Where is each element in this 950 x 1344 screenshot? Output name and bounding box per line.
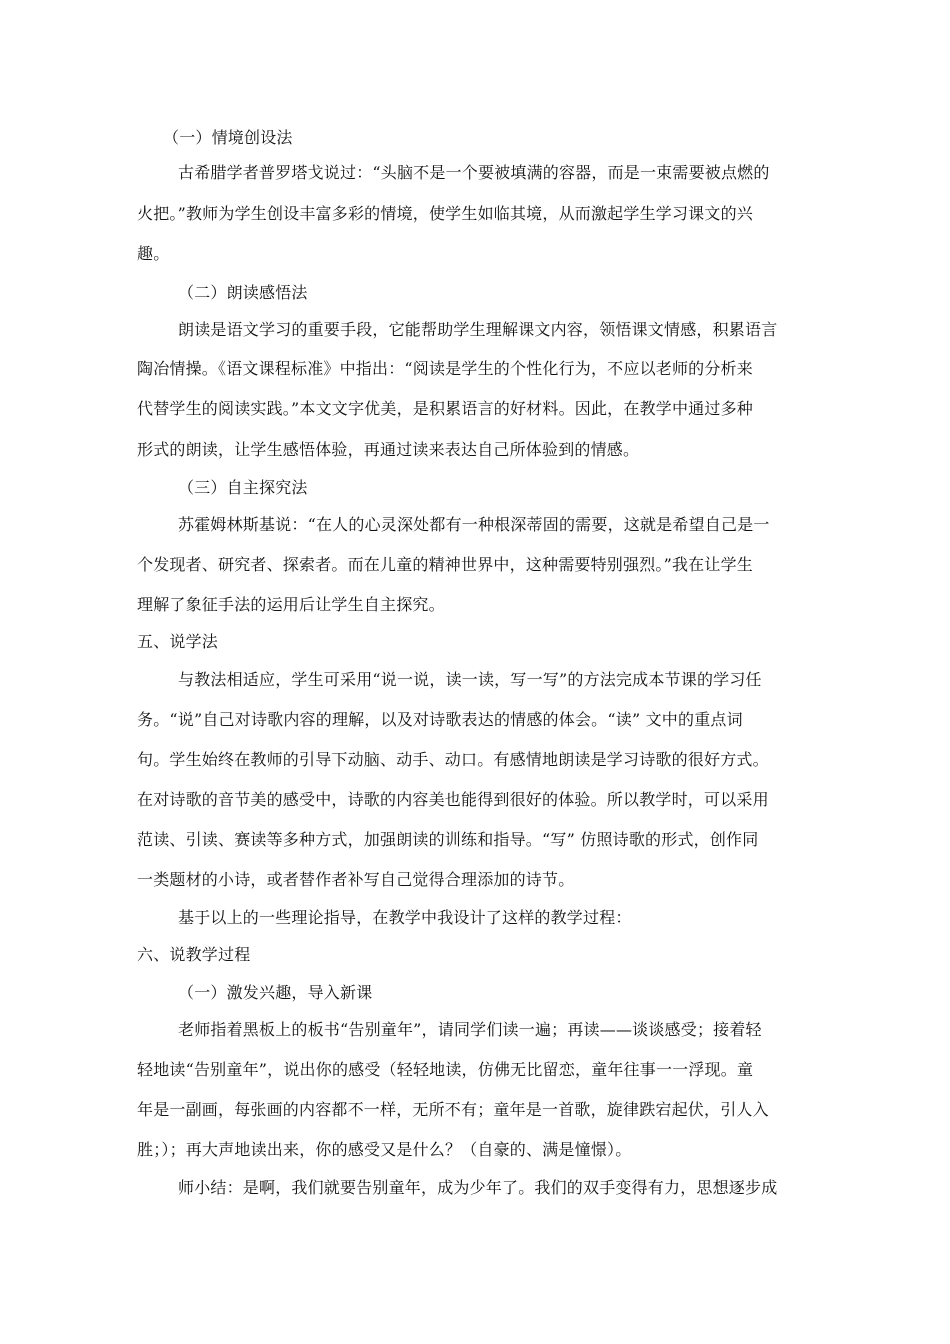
section-heading-5: 六、说教学过程 bbox=[137, 945, 251, 964]
section-heading-6: （一）激发兴趣，导入新课 bbox=[178, 983, 373, 1002]
paragraph-line: 火把。”教师为学生创设丰富多彩的情境，使学生如临其境，从而激起学生学习课文的兴 bbox=[137, 204, 753, 223]
paragraph-line: 个发现者、研究者、探索者。而在儿童的精神世界中，这种需要特别强烈。”我在让学生 bbox=[137, 555, 753, 574]
section-heading-1: （一）情境创设法 bbox=[163, 128, 293, 147]
paragraph-line: 苏霍姆林斯基说：“在人的心灵深处都有一种根深蒂固的需要，这就是希望自己是一 bbox=[178, 515, 770, 534]
paragraph-line: 与教法相适应，学生可采用“说一说，读一读，写一写”的方法完成本节课的学习任 bbox=[178, 670, 762, 689]
paragraph-line: 务。“说”自己对诗歌内容的理解，以及对诗歌表达的情感的体会。“读” 文中的重点词 bbox=[137, 710, 743, 729]
paragraph-line: 轻地读“告别童年”，说出你的感受（轻轻地读，仿佛无比留恋，童年往事一一浮现。童 bbox=[137, 1060, 754, 1079]
paragraph-line: 陶冶情操。《语文课程标准》中指出：“阅读是学生的个性化行为，不应以老师的分析来 bbox=[137, 359, 753, 378]
paragraph-line: 形式的朗读，让学生感悟体验，再通过读来表达自己所体验到的情感。 bbox=[137, 440, 640, 459]
paragraph-line: 胜；）；再大声地读出来，你的感受又是什么？（自豪的、满是憧憬）。 bbox=[137, 1140, 632, 1159]
paragraph-line: 基于以上的一些理论指导，在教学中我设计了这样的教学过程： bbox=[178, 908, 632, 927]
paragraph-line: 一类题材的小诗，或者替作者补写自己觉得合理添加的诗节。 bbox=[137, 870, 575, 889]
section-heading-4: 五、说学法 bbox=[137, 632, 219, 651]
paragraph-line: 在对诗歌的音节美的感受中，诗歌的内容美也能得到很好的体验。所以教学时，可以采用 bbox=[137, 790, 769, 809]
paragraph-line: 师小结：是啊，我们就要告别童年，成为少年了。我们的双手变得有力，思想逐步成 bbox=[178, 1178, 778, 1197]
paragraph-line: 古希腊学者普罗塔戈说过：“头脑不是一个要被填满的容器，而是一束需要被点燃的 bbox=[178, 163, 770, 182]
paragraph-line: 趣。 bbox=[137, 244, 170, 263]
paragraph-line: 代替学生的阅读实践。”本文文字优美，是积累语言的好材料。因此，在教学中通过多种 bbox=[137, 399, 753, 418]
paragraph-line: 理解了象征手法的运用后让学生自主探究。 bbox=[137, 595, 445, 614]
paragraph-line: 句。学生始终在教师的引导下动脑、动手、动口。有感情地朗读是学习诗歌的很好方式。 bbox=[137, 750, 769, 769]
paragraph-line: 老师指着黑板上的板书“告别童年”，请同学们读一遍；再读——谈谈感受；接着轻 bbox=[178, 1020, 762, 1039]
paragraph-line: 范读、引读、赛读等多种方式，加强朗读的训练和指导。“写” 仿照诗歌的形式，创作同 bbox=[137, 830, 759, 849]
paragraph-line: 年是一副画，每张画的内容都不一样，无所不有；童年是一首歌，旋律跌宕起伏，引人入 bbox=[137, 1100, 769, 1119]
section-heading-2: （二）朗读感悟法 bbox=[178, 283, 308, 302]
paragraph-line: 朗读是语文学习的重要手段，它能帮助学生理解课文内容，领悟课文情感，积累语言 bbox=[178, 320, 778, 339]
section-heading-3: （三）自主探究法 bbox=[178, 478, 308, 497]
